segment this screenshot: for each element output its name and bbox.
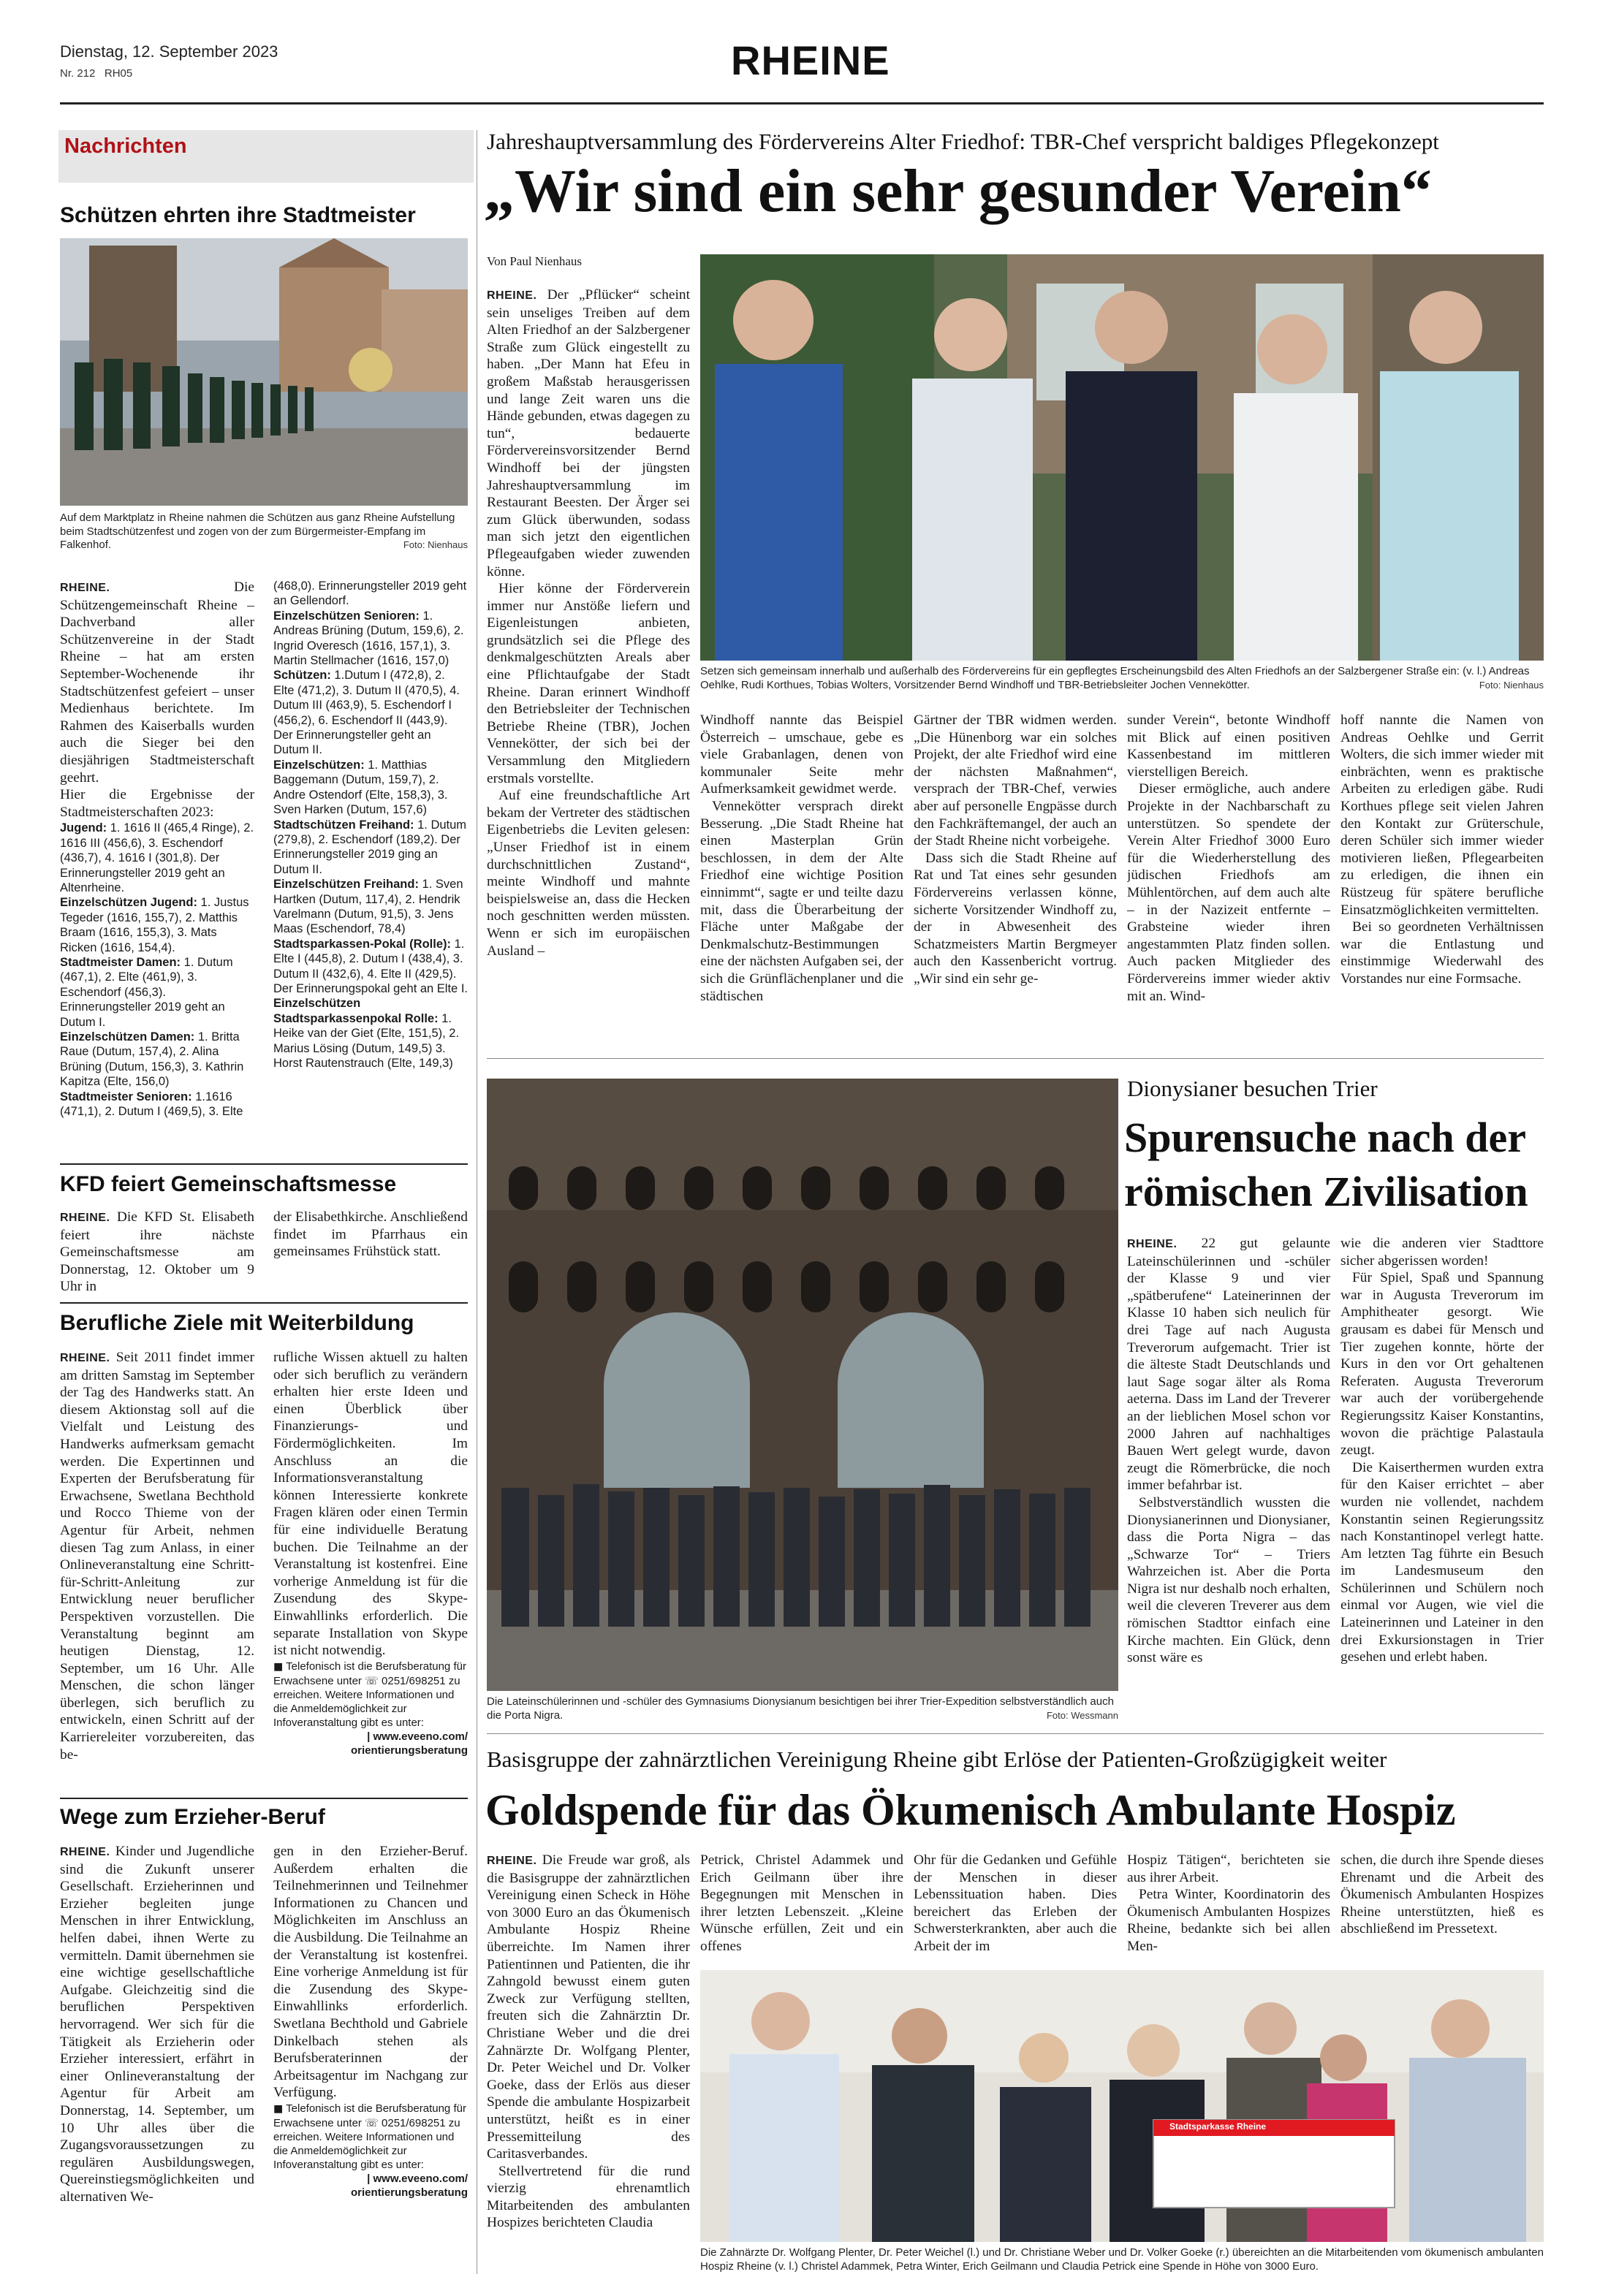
hospiz-kicker: Basisgruppe der zahnärztlichen Vereinigung Rheine gibt Erlöse der Patienten-Großzügigkeit weiter: [487, 1746, 1387, 1772]
trier-col-1: RHEINE. 22 gut gelaunte Lateinschülerinnen und -schüler der Klasse 9 und vier „spätberufene“ Lateinerinnen der Klasse 10 haben sich neulich für drei Tage auf nach Augusta Treverorum aufgemacht. Trier ist die älteste Stadt Deutschlands und laut Sage sogar älter als Roma aeterna. Dass im Land der Treverer an der lieblichen Mosel schon vor 2000 Jahren auf nachhaltiges Bauen Wert gelegt wurde, davon zeugt die Römerbrücke, die noch immer befahrbar ist. Selbstverständlich wussten die Dionysianerinnen und Dionysianer, dass die Porta Nigra – das „Schwarze Tor“ – Triers Wahrzeichen ist. Aber die Porta Nigra ist nur deshalb noch erhalten, weil die cleveren Treverer aus dem römischen Stadttor einfach eine Kirche machten. Ein Glück, denn sonst wäre es: [1127, 1236, 1330, 1666]
hospiz-headline: Goldspende für das Ökumenisch Ambulante Hospiz: [485, 1786, 1456, 1834]
check-bank-name: Stadtsparkasse Rheine: [1169, 2121, 1267, 2132]
hospiz-photo-caption: Die Zahnärzte Dr. Wolfgang Plenter, Dr. Peter Weichel (l.) und Dr. Christiane Weber und Dr. Volker Goeke (r.) übereichten an die Mitarbeitenden vom ökumenisch ambulanten Hospiz Rheine (v. l.) Christel Adammek, Petra Winter, Erich Geilmann und Claudia Petrick eine Spende in Höhe von 3000 Euro.: [700, 2246, 1544, 2273]
schuetzen-col-right: [273, 579, 468, 1163]
result-item: Einzelschützen Damen: 1. Britta Raue (Dutum, 157,4), 2. Alina Brüning (Dutum, 156,3), 3. Kathrin Kapitza (Elte, 156,0): [60, 1030, 244, 1089]
result-item: Stadtmeister Damen: 1. Dutum (467,1), 2. Elte (461,9), 3. Eschendorf (456,3). Erinnerungsteller 2019 geht an Dutum I.: [60, 955, 233, 1029]
schuetzen-caption-text: Auf dem Marktplatz in Rheine nahmen die Schützen aus ganz Rheine Aufstellung beim Stadtschützenfest und zogen von der zum Bürgermeister-Empfang im Falkenhof.: [60, 512, 455, 551]
results-right-lead: (468,0). Erinnerungsteller 2019 geht an Gellendorf.: [273, 579, 467, 608]
trier-col-2: wie die anderen vier Stadttore sicher abgerissen worden! Für Spiel, Spaß und Spannung war in Augusta Treverorum im Amphitheater gesorgt. Wie grausam es dabei für Mensch und Tier zugehen konnte, hörte der Kurs in den vor Ort gehaltenen Referaten. Augusta Treverorum war auch der vorübergehende Regierungssitz Kaiser Konstantins, wovon die prächtige Palastaula zeugt. Die Kaiserthermen wurden extra für den Kaiser errichtet – aber wurden nie vollendet, nachdem Konstantin seinen Regierungssitz nach Konstantinopel verlegt hatte. Am letzten Tag führte ein Besuch im Landesmuseum den Schülerinnen und Schülern noch einmal vor Augen, wie viel die Lateinerinnen und Lateiner in den drei Exkursionstagen in Trier gesehen und erlebt haben.: [1340, 1236, 1544, 1665]
phone-icon: ☏: [365, 2116, 379, 2129]
hospiz-photo: [700, 1970, 1544, 2242]
erzieher-link-2[interactable]: orientierungsberatung: [350, 2186, 468, 2199]
issue-date: Dienstag, 12. September 2023: [60, 42, 278, 61]
header-rule: [60, 102, 1544, 104]
schuetzen-intro2: Hier die Ergebnisse der Stadtmeisterschaften 2023:: [60, 787, 254, 820]
lead-col-2: Windhoff nannte das Beispiel Österreich – umschaue, gebe es viele Grabanlagen, denen von kommunaler Seite mehr Aufmerksamkeit gewidmet werde. Vennekötter versprach direkt Besserung. „Die Stadt Rheine hat einen Masterplan Grün beschlossen, in dem der Alte Friedhof eine wichtige Position einnimmt“, sagte er und teilte dazu mit, dass die Überarbeitung der Fläche unter Maßgabe der Denkmalschutz-Bestimmungen eine der nächsten Aufgaben sei, der sich die Grünflächenplaner und die städtischen: [700, 712, 903, 1004]
erzieher-col-left: RHEINE. Kinder und Jugendliche sind die Zukunft unserer Gesellschaft. Erzieherinnen und Erzieher begleiten junge Menschen in ihrer Entwicklung, helfen dabei, ihnen Werte zu vermitteln. Damit übernehmen sie eine wichtige gesellschaftliche Aufgabe. Gleichzeitig sind die beruflichen Perspektiven hervorragend. Wer sich für die Tätigkeit als Erzieherin oder Erzieher interessiert, erfährt in einer Onlineveranstaltung der Agentur für Arbeit am Donnerstag, 14. September, um 10 Uhr alles über die Zugangsvoraussetzungen zu regulären Ausbildungswegen, Quereinstiegsmöglichkeiten und alternativen We-: [60, 1844, 254, 2205]
trier-kicker: Dionysianer besuchen Trier: [1127, 1076, 1378, 1101]
result-item: Einzelschützen Senioren: 1. Andreas Brüning (Dutum, 159,6), 2. Ingrid Overesch (1616, 157,1), 3. Martin Stellmacher (1616, 157,0): [273, 609, 464, 668]
result-item: Stadtsparkassen-Pokal (Rolle): 1. Elte I (445,8), 2. Dutum I (438,4), 3. Dutum II (432,6), 4. Elte II (429,5). Der Erinnerungspokal geht an Elte I.: [273, 937, 468, 995]
beruf-title: Berufliche Ziele mit Weiterbildung: [60, 1311, 414, 1335]
lead-photo-caption: Setzen sich gemeinsam innerhalb und außerhalb des Fördervereins für ein gepflegtes Erscheinungsbild des Alten Friedhofs an der Salzbergener Straße ein: (v. l.) Andreas Oehlke, Rudi Korthues, Tobias Wolters, Vorsitzender Bernd Windhoff und TBR-Betriebsleiter Jochen Vennekötter. Foto: Nienhaus: [700, 665, 1544, 691]
hospiz-col-1: RHEINE. Die Freude war groß, als die Basisgruppe der zahnärztlichen Vereinigung einen Scheck in Höhe von 3000 Euro an das Ökumenisch Ambulante Hospiz Rheine überreichte. Im Namen ihrer Patientinnen und Patienten, die ihr Zahngold bewusst einem guten Zweck zur Verfügung stellten, freuten sich die Zahnärztin Dr. Christiane Weber und die drei Zahnärzte Dr. Wolfgang Plenter, Dr. Peter Weichel und Dr. Volker Goeke, dass der Erlös aus dieser Spende die ambulante Hospizarbeit unterstützt, heißt es in einer Pressemitteilung des Caritasverbandes. Stellvertretend für die rund vierzig ehrenamtlich Mitarbeitenden des ambulanten Hospizes berichteten Claudia: [487, 1852, 690, 2231]
lead-kicker: Jahreshauptversammlung des Fördervereins Alter Friedhof: TBR-Chef verspricht baldiges Pflegekonzept: [487, 129, 1439, 154]
issue-number-value: Nr. 212: [60, 67, 96, 80]
beruf-col-right: rufliche Wissen aktuell zu halten oder sich beruflich zu verändern erhalten hier erste Ideen und einen Überblick über Finanzierungs- und Fördermöglichkeiten. Im Anschluss an die Informationsveranstaltung können Interessierte konkrete Fragen klären oder einen Termin für eine individuelle Beratung buchen. Die Teilnahme an der Veranstaltung ist kostenfrei. Eine vorherige Anmeldung ist für die Zusendung des Skype-Einwahllinks erforderlich. Die separate Installation von Skype ist nicht notwendig. ■ Telefonisch ist die Berufsberatung für Erwachsene unter ☏ 0251/698251 zu erreichen. Weitere Informationen und die Anmeldemöglichkeit zur Infoveranstaltung gibt es unter: | www.eveeno.com/ orientierungsberatung: [273, 1350, 468, 1757]
beruf-col-left: RHEINE. Seit 2011 findet immer am dritten Samstag im September der Tag des Handwerks statt. An diesem Aktionstag soll auf die Vielfalt und Leistung des Handwerks aufmerksam gemacht werden. Die Expertinnen und Experten der Berufsberatung für Erwachsene, Swetlana Bechthold und Rocco Thieme von der Agentur für Arbeit, nehmen diesen Tag zum Anlass, in einer Onlineveranstaltung eine Schritt-für-Schritt-Anleitung zur Entwicklung neuer beruflicher Perspektiven vorzustellen. Die Veranstaltung beginnt am heutigen Dienstag, 12. September, um 16 Uhr. Alle Menschen, die schon länger überlegen, sich beruflich zu entwickeln, einen Schritt auf der Karriereleiter vorzubereiten, das be-: [60, 1350, 254, 1763]
lead-bottom-rule: [487, 1058, 1544, 1059]
trier-bottom-rule: [487, 1733, 1544, 1734]
result-item: Einzelschützen Jugend: 1. Justus Tegeder (1616, 155,7), 2. Matthis Braam (1616, 155,3), 3. Mats Ricken (1616, 154,4).: [60, 896, 249, 954]
section-title: RHEINE: [731, 37, 890, 83]
trier-headline-1: Spurensuche nach der: [1124, 1114, 1527, 1161]
result-item: Einzelschützen: 1. Matthias Baggemann (Dutum, 159,7), 2. Andre Ostendorf (Elte, 158,3), 3. Sven Harken (Dutum, 157,6): [273, 758, 448, 817]
lead-col-1: RHEINE. Der „Pflücker“ scheint sein unseliges Treiben auf dem Alten Friedhof an der Salzbergener Straße zum Glück eingestellt zu haben. „Der Mann hat Efeu in großem Maßstab herausgerissen und lange Zeit waren uns die Hände gebunden, etwas dagegen zu tun“, bedauerte Fördervereinsvorsitzender Bernd Windhoff bei der jüngsten Jahreshauptversammlung im Restaurant Beesten. Der Ärger sei zum Glück überwunden, sodass man sich jetzt den eigentlichen Pflegeaufgaben wieder zuwenden könne. Hier könne der Förderverein immer nur Anstöße liefern und Eigenleistungen anbieten, grundsätzlich sei die Pflege des denkmalgeschützten Areals aber eine Pflichtaufgabe der Stadt Rheine. Daran erinnert Windhoff den Betriebsleiter der Technischen Betriebe Rheine (TBR), Jochen Vennekötter, der sich bei der Versammlung den Mitgliedern erstmals vorstellte. Auf eine freundschaftliche Art bekam der Vertreter des städtischen Eigenbetriebs die Leviten gelesen: „Unser Friedhof ist in einem durchschnittlichen Zustand“, meinte Windhoff und mahnte beispielsweise an, dass die Hecken noch geschnitten werden müssten. Wenn er sich im europäischen Ausland –: [487, 287, 690, 959]
lead-col-3: Gärtner der TBR widmen werden. „Die Hünenborg war ein solches Projekt, der alte Friedhof wird eine der nächsten Maßnahmen“, versprach der TBR-Chef, verwies aber auf personelle Engpässe durch den Fachkräftemangel, der auch an der Stadt Rheine nicht vorbeigehe. Dass sich die Stadt Rheine auf Rat und Tat eines sehr gesunden Fördervereins verlassen könne, sicherte Vorsitzender Windhoff zu, der in Abwesenheit des Schatzmeisters Martin Bergmeyer auch den Kassenbericht vortrug. „Wir sind ein sehr ge-: [914, 712, 1117, 987]
result-item: Stadtmeister Senioren: 1.1616 (471,1), 2. Dutum I (469,5), 3. Elte: [60, 1090, 243, 1119]
lead-col-5: hoff nannte die Namen von Andreas Oehlke und Gerrit Wolters, die sich immer wieder mit einbrächten, wenn es praktische Arbeiten zu erledigen gäbe. Rudi Korthues pflege seit vielen Jahren den Kontakt zur Grüterschule, deren Schüler sich immer wieder motivieren ließen, Pflegearbeiten zu erledigen, die ihnen ein Rüstzeug für spätere berufliche Einsatzmöglichkeiten vermittelten. Bei so geordneten Verhältnissen war die Entlastung und einstimmige Wiederwahl des Vorstandes nur eine Formsache.: [1340, 712, 1544, 987]
result-item: Einzelschützen Stadtsparkassenpokal Rolle: 1. Heike van der Giet (Elte, 151,5), 2. Marius Lösing (Dutum, 149,5) 3. Horst Rautenstrauch (Elte, 149,3): [273, 997, 460, 1070]
schuetzen-photo-credit: Foto: Nienhaus: [403, 539, 468, 550]
kfd-col-left: RHEINE. Die KFD St. Elisabeth feiert ihre nächste Gemeinschaftsmesse am Donnerstag, 12. Oktober um 9 Uhr in: [60, 1209, 254, 1295]
bullet-icon: ■: [273, 1660, 284, 1673]
hospiz-col-5: schen, die durch ihre Spende dieses Ehrenamt und die Arbeit des Ökumenisch Ambulanten Hospizes Rheine unterstützten, hieß es abschließend im Pressetext.: [1340, 1852, 1544, 1937]
sidebar-rule-3: [60, 1798, 468, 1799]
trier-photo-caption: Die Lateinschülerinnen und -schüler des Gymnasiums Dionysianum besichtigen bei ihrer Trier-Expedition selbstverständlich auch die Porta Nigra. Foto: Wessmann: [487, 1695, 1118, 1722]
schuetzen-intro-text: Die Schützengemeinschaft Rheine – Dachverband aller Schützenvereine in der Stadt Rheine – hat am ersten September-Wochenende ihr Stadtschützenfest gefeiert – unser Medienhaus berichtete. Im Rahmen des Kaiserballs wurden auch die Sieger bei den diesjährigen Stadtmeisterschaft geehrt.: [60, 579, 254, 786]
trier-photo-credit: Foto: Wessmann: [1046, 1709, 1118, 1721]
result-item: Stadtschützen Freihand: 1. Dutum (279,8), 2. Eschendorf (189,2). Der Erinnerungsteller 2019 ging an Dutum II.: [273, 818, 467, 876]
hospiz-col-2: Petrick, Christel Adammek und Erich Geilmann über ihre Begegnungen mit Menschen in ihrer letzten Lebenszeit. „Kleine Wünsche erfüllen, Zeit und ein offenes: [700, 1852, 903, 1954]
beruf-link-2[interactable]: orientierungsberatung: [350, 1744, 468, 1757]
lead-headline: „Wir sind ein sehr gesunder Verein“: [484, 157, 1432, 225]
phone-icon: ☏: [365, 1674, 379, 1687]
kfd-title: KFD feiert Gemeinschaftsmesse: [60, 1172, 397, 1196]
lead-byline: Von Paul Nienhaus: [487, 254, 583, 268]
kfd-col-right: der Elisabethkirche. Anschließend findet im Pfarrhaus ein gemeinsames Frühstück statt.: [273, 1209, 468, 1260]
result-item: Schützen: 1.Dutum I (472,8), 2. Elte (471,2), 3. Dutum II (470,5), 4. Dutum III (463,9), 5. Eschendorf I (456,2), 6. Eschendorf II (443,9). Der Erinnerungsteller geht an Dutum II.: [273, 669, 460, 757]
trier-photo: [487, 1079, 1118, 1691]
issue-number: [60, 67, 132, 80]
lead-photo: [700, 254, 1544, 661]
result-item: Jugend: 1. 1616 II (465,4 Ringe), 2. 1616 III (456,6), 3. Eschendorf (436,7), 4. 1616 I (301,8). Der Erinnerungsteller 2019 geht an Altenrheine.: [60, 821, 254, 894]
sidebar-rule-2: [60, 1302, 468, 1304]
erzieher-link-1[interactable]: www.eveeno.com/: [373, 2172, 468, 2185]
schuetzen-intro: [60, 579, 254, 786]
schuetzen-photo: [60, 238, 468, 506]
bullet-icon: ■: [273, 2102, 284, 2115]
beruf-info: ■ Telefonisch ist die Berufsberatung für Erwachsene unter ☏ 0251/698251 zu erreichen. Weitere Informationen und die Anmeldemöglichkeit zur Infoveranstaltung gibt es unter: | www.eveeno.com/ orientierungsberatung: [273, 1660, 468, 1757]
lead-photo-credit: Foto: Nienhaus: [1479, 679, 1544, 691]
erzieher-col-right: gen in den Erzieher-Beruf. Außerdem erhalten die Teilnehmerinnen und Teilnehmer Informationen zu Chancen und Möglichkeiten im Anschluss an die Ausbildung. Die Teilnahme an der Veranstaltung ist kostenfrei. Eine vorherige Anmeldung ist für die Zusendung des Skype-Einwahllinks erforderlich. Swetlana Bechthold und Gabriele Dinkelbach stehen als Berufsberaterinnen der Arbeitsagentur im Nachgang zur Verfügung. ■ Telefonisch ist die Berufsberatung für Erwachsene unter ☏ 0251/698251 zu erreichen. Weitere Informationen und die Anmeldemöglichkeit zur Infoveranstaltung gibt es unter: | www.eveeno.com/ orientierungsberatung: [273, 1844, 468, 2199]
schuetzen-title: Schützen ehrten ihre Stadtmeister: [60, 203, 416, 227]
erzieher-info: ■ Telefonisch ist die Berufsberatung für Erwachsene unter ☏ 0251/698251 zu erreichen. Weitere Informationen und die Anmeldemöglichkeit zur Infoveranstaltung gibt es unter: | www.eveeno.com/ orientierungsberatung: [273, 2102, 468, 2199]
edition-code: RH05: [104, 67, 133, 80]
lead-col-4: sunder Verein“, betonte Windhoff mit Blick auf einen positiven Kassenbestand im mittleren vierstelligen Bereich. Dieser ermögliche, auch andere Projekte in der Nachbarschaft zu unterstützen. So spendete der Verein Alter Friedhof 3000 Euro für die Wiederherstellung des jüdischen Friedhofs am Mühlentörchen, auf dem auch alte – in der Nazizeit entfernte – Grabsteine wieder ihren angestammten Platz finden sollen. Auch packen Mitglieder des Fördervereins immer wieder aktiv mit an. Wind-: [1127, 712, 1330, 1004]
sidebar-label: Nachrichten: [64, 134, 187, 158]
schuetzen-city: RHEINE.: [60, 582, 110, 594]
schuetzen-caption: [60, 512, 468, 552]
schuetzen-col-left: [60, 579, 254, 1163]
trier-headline-2: römischen Zivilisation: [1124, 1168, 1528, 1215]
results-left: [60, 821, 254, 1119]
hospiz-col-4: Hospiz Tätigen“, berichteten sie aus ihrer Arbeit. Petra Winter, Koordinatorin des Ökumenisch Ambulanten Hospizes Rheine, bedankte sich bei allen Men-: [1127, 1852, 1330, 1954]
sidebar-rule-1: [60, 1163, 468, 1165]
hospiz-col-3: Ohr für die Gedanken und Gefühle der Menschen in dieser Lebenssituation haben. Dies bereichert das Erleben der Schwersterkrankten, aber auch die Arbeit der im: [914, 1852, 1117, 1954]
erzieher-title: Wege zum Erzieher-Beruf: [60, 1805, 325, 1829]
result-item: Einzelschützen Freihand: 1. Sven Hartken (Dutum, 117,4), 2. Hendrik Varelmann (Dutum, 91,5), 3. Jens Maas (Eschendorf, 78,4): [273, 878, 463, 936]
beruf-link-1[interactable]: www.eveeno.com/: [373, 1730, 468, 1743]
